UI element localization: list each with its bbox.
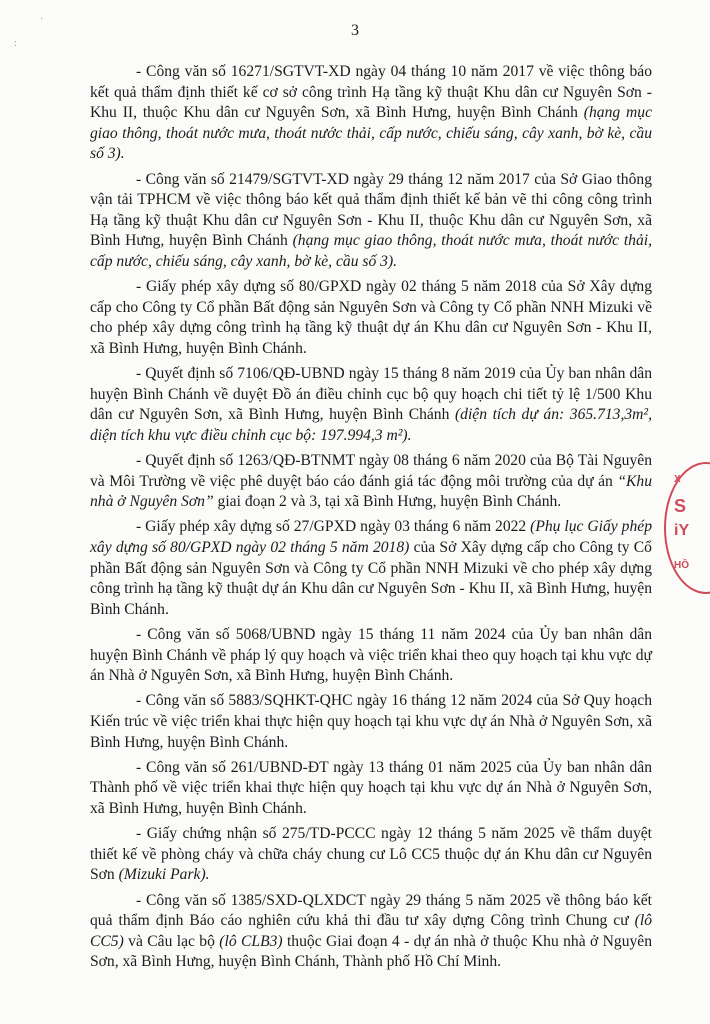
page-number: 3 — [351, 22, 359, 39]
body-text: thuộc Giai đoạn 4 - dự án nhà ở thuộc Khu nhà ở Nguyên Sơn, xã Bình Hưng, huyện Bình Chánh, Thành phố Hồ Chí Minh. — [90, 932, 653, 971]
body-text: và Câu lạc bộ — [123, 932, 220, 950]
body-text: - Giấy phép xây dựng số 27/GPXD ngày 03 tháng 6 năm 2022 — [136, 518, 531, 536]
body-text: - Giấy phép xây dựng số 80/GPXD ngày 02 tháng 5 năm 2018 của Sở Xây dựng cấp cho Công ty Cổ phần Bất động sản Nguyên Sơn và Công ty Cổ phần NNH Mizuki về cho phép xây dựng công trình hạ tầng kỹ thuật dự án Khu dân cư Nguyên Sơn - Khu II, xã Bình Hưng, huyện Bình Chánh. — [90, 278, 652, 357]
body-text: - Giấy chứng nhận số 275/TD-PCCC ngày 12 tháng 5 năm 2025 về thẩm duyệt thiết kế về phòng cháy và chữa cháy chung cư Lô CC5 thuộc dự án Khu dân cư Nguyên Sơn — [90, 825, 652, 884]
body-text: - Quyết định số 7106/QĐ-UBND ngày 15 tháng 8 năm 2019 của Ủy ban nhân dân huyện Bình Chánh về duyệt Đồ án điều chỉnh cục bộ quy hoạch chi tiết tỷ lệ 1/500 Khu dân cư Nguyên Sơn, xã Bình Hưng, huyện Bình Chánh — [90, 365, 652, 424]
body-text: của Sở Xây dựng cấp cho Công ty Cổ phần Bất động sản Nguyên Sơn và Công ty Cổ phần NNH Mizuki về cho phép xây dựng công trình hạ tầng kỹ thuật dự án Khu dân cư Nguyên Sơn - Khu II, xã Bình Hưng, huyện Bình Chánh. — [90, 539, 652, 618]
italic-text: (hạng mục giao thông, thoát nước mưa, thoát nước thải, cấp nước, chiếu sáng, cây xanh, bờ kè, cầu số 3). — [90, 104, 652, 163]
legal-reference-item — [90, 451, 652, 513]
legal-reference-item — [90, 891, 652, 973]
italic-text: (Mizuki Park). — [118, 866, 210, 884]
body-text: - Công văn số 1385/SXD-QLXDCT ngày 29 tháng 5 năm 2025 về thông báo kết quả thẩm định Báo cáo nghiên cứu khả thi đầu tư xây dựng Công trình Chung cư — [90, 891, 652, 930]
italic-text: (lô CLB3) — [219, 932, 283, 950]
body-text: - Công văn số 5068/UBND ngày 15 tháng 11 năm 2024 của Ủy ban nhân dân huyện Bình Chánh về pháp lý quy hoạch và việc triển khai theo quy hoạch tại khu vực dự án Nhà ở Nguyên Sơn, xã Bình Hưng, huyện Bình Chánh. — [90, 626, 652, 685]
legal-reference-item — [90, 691, 652, 753]
italic-text: (lô CC5) — [90, 912, 652, 950]
legal-reference-item — [90, 62, 652, 165]
legal-reference-item — [90, 625, 652, 687]
document-body — [90, 62, 652, 977]
body-text: giai đoạn 2 và 3, tại xã Bình Hưng, huyện Bình Chánh. — [213, 493, 562, 511]
legal-reference-item — [90, 758, 652, 820]
italic-text: (diện tích dự án: 365.713,3m², diện tích khu vực điều chỉnh cục bộ: 197.994,3 m²). — [90, 406, 652, 444]
legal-reference-item — [90, 170, 652, 273]
italic-text: (Phụ lục Giấy phép xây dựng số 80/GPXD ngày 02 tháng 5 năm 2018) — [90, 518, 652, 557]
official-stamp-fragment: X S iY HỒ — [664, 462, 710, 594]
italic-text: (hạng mục giao thông, thoát nước mưa, thoát nước thải, cấp nước, chiếu sáng, cây xanh, bờ kè, cầu số 3). — [90, 232, 652, 270]
body-text: - Công văn số 261/UBND-ĐT ngày 13 tháng 01 năm 2025 của Ủy ban nhân dân Thành phố về việc triển khai thực hiện quy hoạch tại khu vực dự án Nhà ở Nguyên Sơn, xã Bình Hưng, huyện Bình Chánh. — [90, 758, 652, 817]
legal-reference-item — [90, 364, 652, 446]
body-text: - Công văn số 5883/SQHKT-QHC ngày 16 tháng 12 năm 2024 của Sở Quy hoạch Kiến trúc về việc triển khai thực hiện quy hoạch tại khu vực dự án Nhà ở Nguyên Sơn, xã Bình Hưng, huyện Bình Chánh. — [90, 692, 652, 751]
legal-reference-item — [90, 277, 652, 359]
scan-speck: : — [14, 38, 17, 49]
body-text: - Quyết định số 1263/QĐ-BTNMT ngày 08 tháng 6 năm 2020 của Bộ Tài Nguyên và Môi Trường về việc phê duyệt báo cáo đánh giá tác động môi trường của dự án — [90, 452, 652, 490]
legal-reference-item — [90, 517, 652, 620]
body-text: - Công văn số 21479/SGTVT-XD ngày 29 tháng 12 năm 2017 của Sở Giao thông vận tải TPHCM về việc thông báo kết quả thẩm định thiết kế bản vẽ thi công công trình Hạ tầng kỹ thuật Khu dân cư Nguyên Sơn - Khu II, thuộc Khu dân cư Nguyên Sơn, xã Bình Hưng, huyện Bình Chánh — [90, 170, 652, 250]
italic-text: “Khu nhà ở Nguyên Sơn” — [90, 472, 652, 511]
legal-reference-item — [90, 824, 652, 886]
body-text: - Công văn số 16271/SGTVT-XD ngày 04 tháng 10 năm 2017 về việc thông báo kết quả thẩm định thiết kế cơ sở công trình Hạ tầng kỹ thuật Khu dân cư Nguyên Sơn - Khu II, thuộc Khu dân cư Nguyên Sơn, xã Bình Hưng, huyện Bình Chánh — [90, 63, 652, 122]
scan-speck: · — [40, 14, 44, 25]
